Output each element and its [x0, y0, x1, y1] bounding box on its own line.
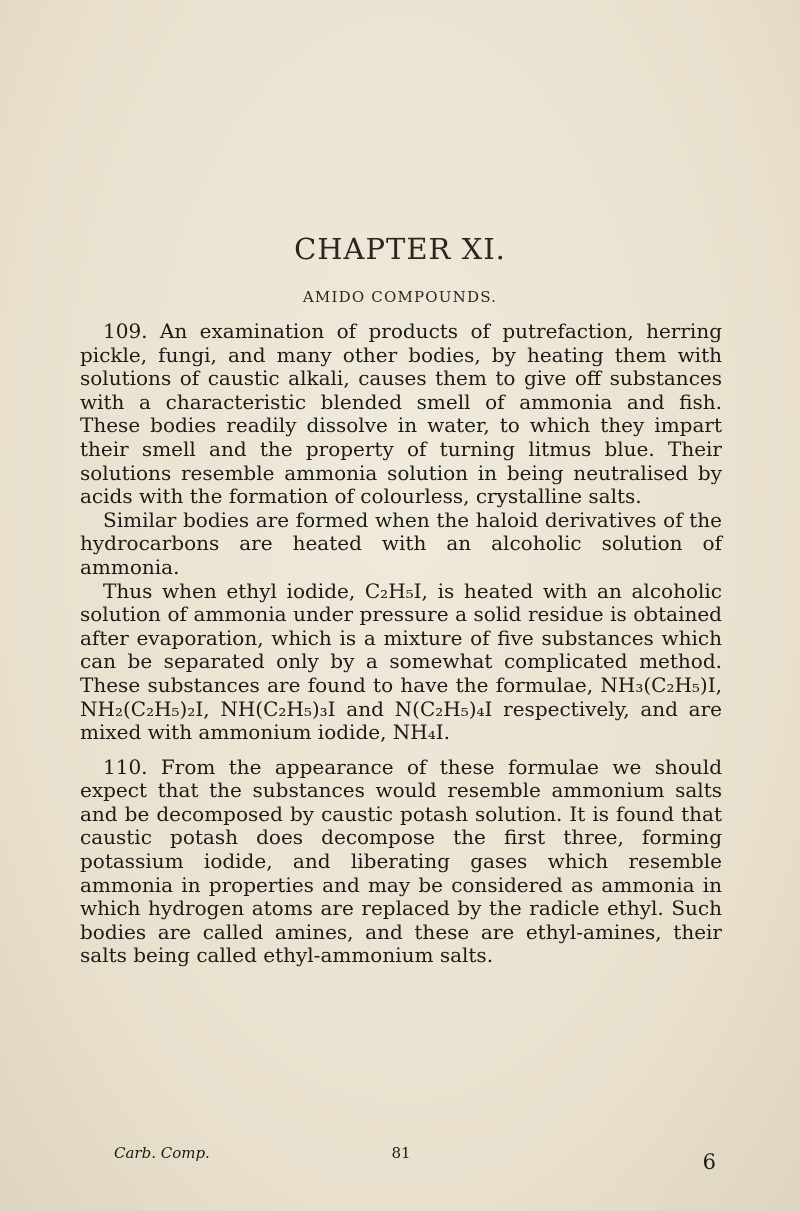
page-number: 81 [391, 1144, 411, 1162]
paragraph-similar-bodies: Similar bodies are formed when the haloid derivatives of the hydrocarbons are heated with an alcoholic solution of ammonia. [80, 507, 722, 579]
chapter-title: CHAPTER XI. [294, 232, 506, 266]
body-text [80, 320, 722, 968]
signature-mark: Carb. Comp. [114, 1144, 210, 1162]
paragraph-ethyl-iodide: Thus when ethyl iodide, C₂H₅I, is heated with an alcoholic solution of ammonia under pressure a solid residue is obtained after evaporation, which is a mixture of five substances which can be separated only by a somewhat complicated method. These substances are found to have the formulae, NH₃(C₂H₅)I, NH₂(C₂H₅)₂I, NH(C₂H₅)₃I and N(C₂H₅)₄I respectively, and are mixed with ammonium iodide, NH₄I. [80, 578, 722, 745]
page-footer [80, 1144, 722, 1174]
paragraph-109: 109. An examination of products of putrefaction, herring pickle, fungi, and many other bodies, by heating them with solutions of caustic alkali, causes them to give off substances with a characteristic blended smell of ammonia and fish. These bodies readily dissolve in water, to which they impart their smell and the property of turning litmus blue. Their solutions resemble ammonia solution in being neutralised by acids with the formation of colourless, crystalline salts. [80, 319, 722, 509]
signature-number: 6 [702, 1150, 716, 1174]
paragraph-110: 110. From the appearance of these formulae we should expect that the substances would resemble ammonium salts and be decomposed by caustic potash solution. It is found that caustic potash does decompose the first three, forming potassium iodide, and liberating gases which resemble ammonia in properties and may be considered as ammonia in which hydrogen atoms are replaced by the radicle ethyl. Such bodies are called amines, and these are ethyl-amines, their salts being called ethyl-ammonium salts. [80, 754, 722, 968]
section-title: AMIDO COMPOUNDS. [302, 288, 498, 306]
